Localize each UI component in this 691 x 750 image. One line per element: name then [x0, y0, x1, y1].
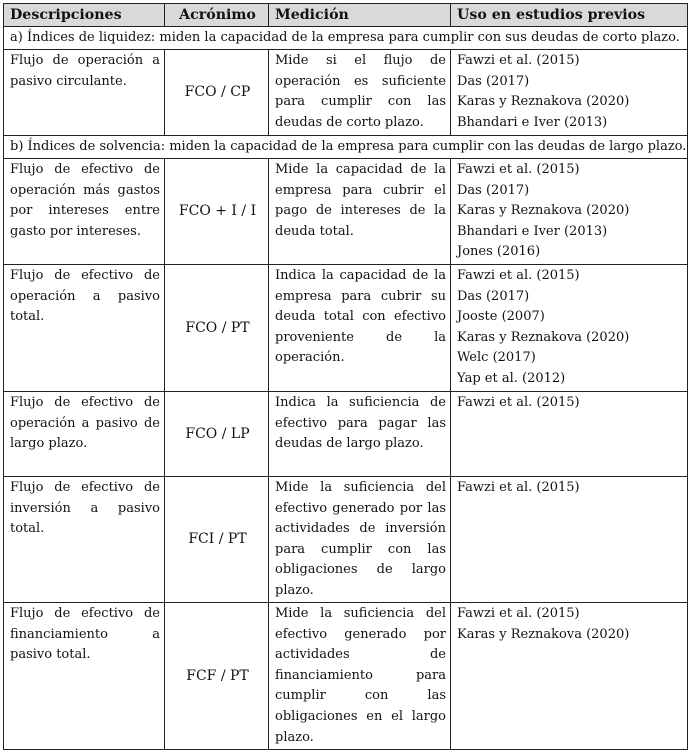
uso-cell — [451, 477, 688, 603]
citation-item: Karas y Reznakova (2020) — [457, 626, 630, 642]
header-row — [4, 4, 688, 27]
section-title-liquidez: a) Índices de liquidez: miden la capacidad de la empresa para cumplir con sus deudas de corto plazo. — [4, 27, 688, 50]
citation-item: Karas y Reznakova (2020) — [457, 329, 630, 345]
citation-item: Jones (2016) — [457, 244, 541, 260]
descripcion-cell: Flujo de efectivo de operación a pasivo de largo plazo. — [4, 392, 165, 477]
citation-item: Das (2017) — [457, 182, 530, 198]
medicion-cell: Mide la suficiencia del efectivo generado por las actividades de inversión para cumplir con las obligaciones de largo plazo. — [269, 477, 451, 603]
uso-cell — [451, 50, 688, 136]
citation-item: Fawzi et al. (2015) — [457, 606, 580, 621]
acronimo-cell: FCO / PT — [165, 265, 269, 392]
header-medicion: Medición — [269, 4, 451, 27]
section-row-liquidez — [4, 27, 688, 50]
medicion-cell: Indica la suficiencia de efectivo para pagar las deudas de largo plazo. — [269, 392, 451, 477]
descripcion-cell: Flujo de efectivo de financiamiento a pasivo total. — [4, 603, 165, 750]
uso-cell — [451, 159, 688, 265]
table-row — [4, 50, 688, 136]
acronimo-cell: FCO / CP — [165, 50, 269, 136]
uso-cell — [451, 392, 688, 477]
acronimo-cell: FCO + I / I — [165, 159, 269, 265]
medicion-cell: Indica la capacidad de la empresa para cubrir su deuda total con efectivo proveniente de la operación. — [269, 265, 451, 392]
header-uso: Uso en estudios previos — [451, 4, 688, 27]
citation-item: Fawzi et al. (2015) — [457, 162, 580, 177]
citation-item: Das (2017) — [457, 73, 530, 89]
medicion-cell: Mide la capacidad de la empresa para cubrir el pago de intereses de la deuda total. — [269, 159, 451, 265]
uso-cell — [451, 603, 688, 750]
indices-table — [3, 3, 688, 750]
citation-item: Yap et al. (2012) — [457, 370, 566, 386]
descripcion-cell: Flujo de efectivo de inversión a pasivo total. — [4, 477, 165, 603]
citation-item: Fawzi et al. (2015) — [457, 395, 580, 410]
descripcion-cell: Flujo de efectivo de operación a pasivo total. — [4, 265, 165, 392]
section-row-solvencia — [4, 136, 688, 159]
citation-item: Karas y Reznakova (2020) — [457, 94, 630, 110]
citation-item: Bhandari e Iver (2013) — [457, 114, 608, 130]
citation-item: Fawzi et al. (2015) — [457, 268, 580, 283]
citation-item: Fawzi et al. (2015) — [457, 480, 580, 495]
table-row — [4, 159, 688, 265]
citation-item: Das (2017) — [457, 288, 530, 304]
acronimo-cell: FCF / PT — [165, 603, 269, 750]
table-row — [4, 265, 688, 392]
acronimo-cell: FCO / LP — [165, 392, 269, 477]
citation-item: Fawzi et al. (2015) — [457, 53, 580, 68]
table-row — [4, 392, 688, 477]
descripcion-cell: Flujo de operación a pasivo circulante. — [4, 50, 165, 136]
header-acronimo: Acrónimo — [165, 4, 269, 27]
descripcion-cell: Flujo de efectivo de operación más gastos por intereses entre gasto por intereses. — [4, 159, 165, 265]
table-row — [4, 603, 688, 750]
citation-item: Bhandari e Iver (2013) — [457, 223, 608, 239]
acronimo-cell: FCI / PT — [165, 477, 269, 603]
medicion-cell: Mide si el flujo de operación es suficiente para cumplir con las deudas de corto plazo. — [269, 50, 451, 136]
citation-item: Karas y Reznakova (2020) — [457, 203, 630, 219]
section-title-solvencia: b) Índices de solvencia: miden la capacidad de la empresa para cumplir con las deudas de largo plazo. — [4, 136, 688, 159]
header-descripciones: Descripciones — [4, 4, 165, 27]
table-row — [4, 477, 688, 603]
medicion-cell: Mide la suficiencia del efectivo generado por actividades de financiamiento para cumplir con las obligaciones en el largo plazo. — [269, 603, 451, 750]
uso-cell — [451, 265, 688, 392]
citation-item: Welc (2017) — [457, 350, 536, 366]
citation-item: Jooste (2007) — [457, 309, 545, 325]
